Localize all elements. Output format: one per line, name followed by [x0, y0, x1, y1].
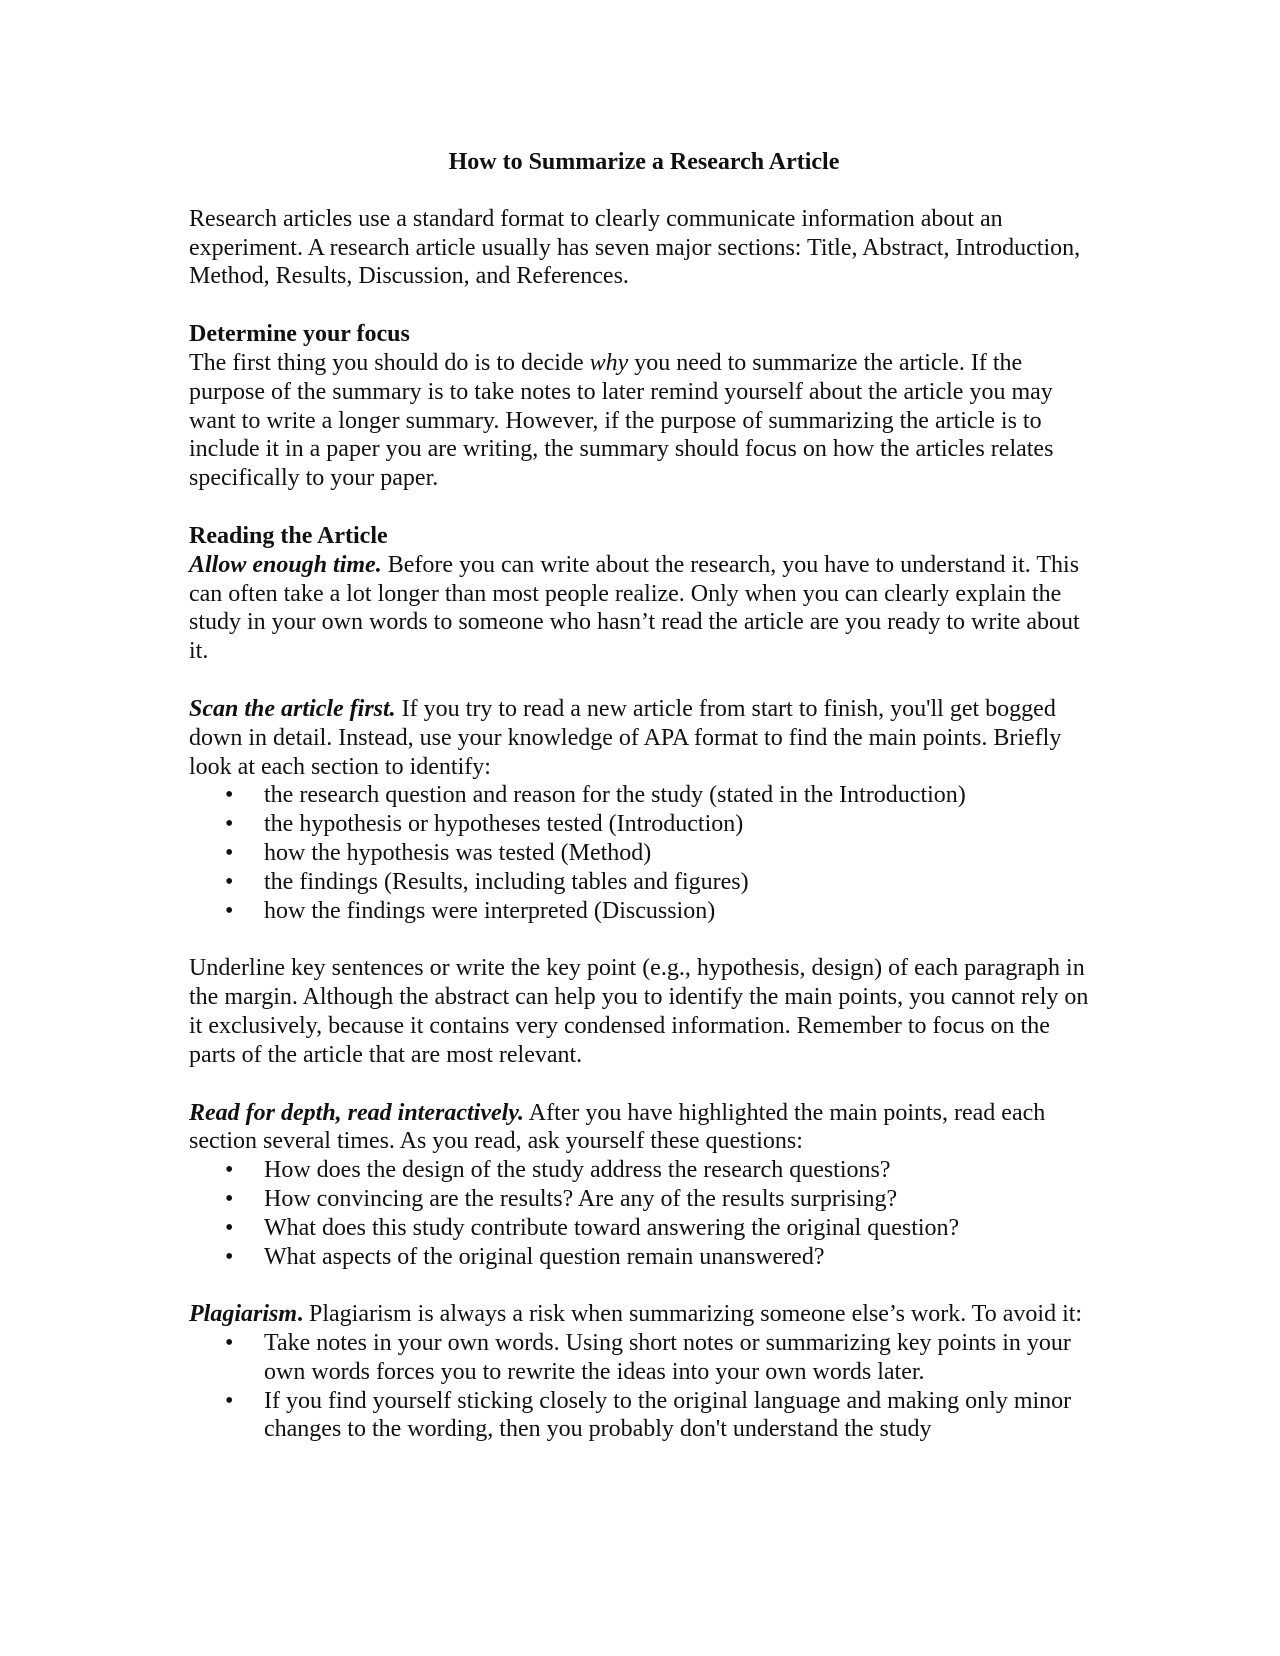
bullet: • [225, 1387, 234, 1414]
list-item [189, 1329, 1099, 1387]
list-item-text: the findings (Results, including tables and figures) [264, 868, 749, 895]
list-item-text: What does this study contribute toward answering the original question? [264, 1214, 960, 1241]
section-heading-reading: Reading the Article [189, 522, 388, 549]
focus-paragraph [189, 349, 1099, 493]
time-text: Before you can write about the research, you have to understand it. This can often take a lot longer than most people realize. Only when you can clearly explain the study in your own words to someone who hasn’t read the article are you ready to write about it. [189, 551, 1080, 665]
plagiarism-list [189, 1329, 1099, 1444]
bullet: • [225, 1157, 234, 1184]
list-item-text: how the findings were interpreted (Discussion) [264, 897, 716, 924]
document-page [189, 148, 1099, 1444]
scan-text: If you try to read a new article from start to finish, you'll get bogged down in detail. Instead, use your knowledge of APA format to find the main points. Briefly look at each section to identify: [189, 695, 1062, 780]
focus-text-after: you need to summarize the article. If the purpose of the summary is to take notes to later remind yourself about the article you may want to write a longer summary. However, if the purpose of summarizing the article is to include it in a paper you are writing, the summary should focus on how the articles relates specifically to your paper. [189, 349, 1054, 492]
page-title: How to Summarize a Research Article [448, 149, 840, 175]
depth-text: After you have highlighted the main points, read each section several times. As you read, ask yourself these questions: [189, 1099, 1046, 1155]
scan-paragraph [189, 695, 1099, 781]
plagiarism-paragraph [189, 1300, 1099, 1329]
list-item [189, 1387, 1099, 1445]
list-item [189, 1156, 1099, 1185]
list-item [189, 1185, 1099, 1214]
focus-emphasis: why [589, 349, 629, 376]
list-item [189, 839, 1099, 868]
bullet: • [225, 897, 234, 924]
bullet: • [225, 782, 234, 809]
list-item [189, 1243, 1099, 1272]
list-item-text: How convincing are the results? Are any of the results surprising? [264, 1185, 898, 1212]
depth-paragraph [189, 1099, 1099, 1157]
scan-list [189, 781, 1099, 925]
time-lead: Allow enough time. [189, 551, 382, 578]
list-item [189, 868, 1099, 897]
bullet: • [225, 839, 234, 866]
list-item-text: the hypothesis or hypotheses tested (Introduction) [264, 811, 744, 838]
underline-paragraph: Underline key sentences or write the key point (e.g., hypothesis, design) of each paragraph in the margin. Although the abstract can help you to identify the main points, you cannot rely on it exclusively, because it contains very condensed information. Remember to focus on the parts of the article that are most relevant. [189, 955, 1089, 1068]
bullet: • [225, 868, 234, 895]
list-item [189, 1214, 1099, 1243]
section-heading-focus: Determine your focus [189, 321, 410, 348]
list-item-text: What aspects of the original question remain unanswered? [264, 1243, 825, 1270]
bullet: • [225, 1330, 234, 1357]
plagiarism-lead: Plagiarism [189, 1301, 298, 1328]
list-item [189, 810, 1099, 839]
bullet: • [225, 1214, 234, 1241]
plagiarism-text: Plagiarism is always a risk when summarizing someone else’s work. To avoid it: [303, 1301, 1083, 1328]
list-item-text: how the hypothesis was tested (Method) [264, 839, 652, 866]
bullet: • [225, 811, 234, 838]
list-item-text: If you find yourself sticking closely to the original language and making only minor changes to the wording, then you probably don't understand the study [264, 1387, 1072, 1443]
focus-text-before: The first thing you should do is to decide [189, 349, 590, 376]
time-paragraph [189, 551, 1099, 666]
list-item-text: How does the design of the study address the research questions? [264, 1157, 891, 1184]
list-item [189, 897, 1099, 926]
list-item-text: the research question and reason for the study (stated in the Introduction) [264, 782, 966, 809]
depth-list [189, 1156, 1099, 1271]
list-item-text: Take notes in your own words. Using short notes or summarizing key points in your own words forces you to rewrite the ideas into your own words later. [264, 1330, 1071, 1385]
bullet: • [225, 1243, 234, 1270]
plagiarism-lead-dot: . [297, 1301, 304, 1328]
list-item [189, 781, 1099, 810]
bullet: • [225, 1185, 234, 1212]
intro-paragraph: Research articles use a standard format to clearly communicate information about an experiment. A research article usually has seven major sections: Title, Abstract, Introduction, Method, Results, Discussion, and References. [189, 205, 1081, 290]
depth-lead: Read for depth, read interactively. [189, 1099, 525, 1126]
scan-lead: Scan the article first. [189, 695, 396, 722]
